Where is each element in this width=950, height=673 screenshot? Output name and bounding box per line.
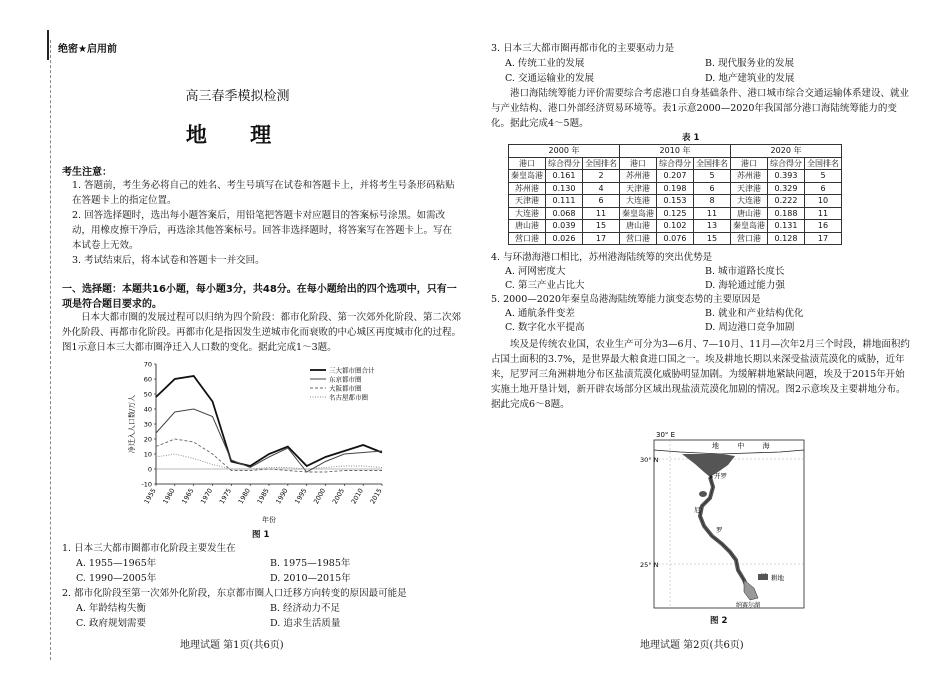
table-row — [509, 232, 842, 245]
q2-option-d[interactable]: D. 追求生活质量 — [270, 618, 341, 629]
q3-option-b[interactable]: B. 现代服务业的发展 — [705, 58, 795, 69]
nile-label-1: 尼 — [694, 506, 701, 514]
q2-option-c[interactable]: C. 政府规划需要 — [76, 618, 146, 629]
year-2020: 2020 年 — [731, 145, 842, 158]
lat-25-label: 25° N — [640, 561, 659, 569]
table-cell: 0.188 — [768, 207, 805, 220]
year-2010: 2010 年 — [620, 145, 731, 158]
table-cell: 11 — [694, 207, 731, 220]
col-rank: 全国排名 — [583, 157, 620, 170]
x-tick-label: 1985 — [255, 487, 271, 506]
question-1-stem: 1. 日本三大都市圈都市化阶段主要发生在 — [62, 543, 236, 554]
table-cell: 10 — [805, 195, 842, 208]
table-row — [509, 195, 842, 208]
figure-1-caption: 图 1 — [252, 530, 270, 540]
secret-label: 绝密★启用前 — [58, 44, 117, 55]
q1-option-a[interactable]: A. 1955—1965年 — [76, 558, 157, 569]
section-title: 一、选择题：本题共16小题，每小题3分，共48分。在每小题给出的四个选项中，只有一项是符合题目要求的。 — [62, 284, 457, 310]
x-tick-label: 1965 — [180, 487, 196, 506]
table-cell: 13 — [694, 220, 731, 233]
y-tick-label: 50 — [143, 390, 152, 399]
q3-option-a[interactable]: A. 传统工业的发展 — [505, 58, 585, 69]
x-tick-label: 1955 — [142, 487, 158, 506]
table-cell: 11 — [583, 207, 620, 220]
passage-2: 港口海陆统筹能力评价需要综合考虑港口自身基础条件、港口城市综合交通运输体系建设、就业与产业结构、港口外部经济贸易环境等。表1示意2000—2020年我国部分港口海陆统筹能力的变化。据此完成4～5题。 — [491, 88, 910, 129]
legend-label-1: 东京都市圈 — [329, 375, 362, 384]
question-4-stem: 4. 与环渤海港口相比，苏州港海陆统筹的突出优势是 — [491, 252, 713, 263]
y-axis-label: 净迁入人口数/万人 — [128, 394, 136, 454]
table-cell: 0.153 — [657, 195, 694, 208]
table-cell: 唐山港 — [509, 220, 546, 233]
y-tick-label: 70 — [143, 360, 152, 369]
col-port: 港口 — [731, 157, 768, 170]
table-cell: 15 — [694, 232, 731, 245]
col-rank: 全国排名 — [694, 157, 731, 170]
col-score: 综合得分 — [657, 157, 694, 170]
table-cell: 营口港 — [731, 232, 768, 245]
legend-label-2: 大阪都市圈 — [329, 384, 362, 393]
table-cell: 6 — [583, 195, 620, 208]
exam-title: 高三春季模拟检测 — [185, 89, 290, 104]
passage-1: 日本大都市圈的发展过程可以归纳为四个阶段：都市化阶段、第一次郊外化阶段、第二次郊外化阶段、再都市化阶段。再都市化是指因发生逆城市化而衰败的中心城区再度城市化的过程。图1示意日本三大都市圈净迁入人口数的变化。据此完成1～3题。 — [62, 312, 462, 353]
table-cell: 17 — [583, 232, 620, 245]
table-cell: 0.076 — [657, 232, 694, 245]
table-row — [509, 220, 842, 233]
table-cell: 5 — [805, 170, 842, 183]
q4-option-c[interactable]: C. 第三产业占比大 — [505, 280, 585, 291]
cairo-marker — [709, 475, 712, 478]
legend-label-0: 三大都市圈合计 — [329, 366, 375, 375]
table-1 — [508, 144, 842, 245]
table-cell: 秦皇岛港 — [731, 220, 768, 233]
binding-mark — [47, 30, 49, 60]
table-cell: 营口港 — [509, 232, 546, 245]
table-cell: 6 — [805, 182, 842, 195]
col-port: 港口 — [509, 157, 546, 170]
subject-title: 地 理 — [185, 123, 290, 147]
table-cell: 大连港 — [620, 195, 657, 208]
x-tick-label: 1995 — [293, 487, 309, 506]
q2-option-a[interactable]: A. 年龄结构失衡 — [76, 603, 146, 614]
notice-title: 考生注意： — [62, 167, 112, 178]
q4-option-a[interactable]: A. 河网密度大 — [505, 266, 566, 277]
table-cell: 16 — [805, 220, 842, 233]
table-cell: 2 — [583, 170, 620, 183]
table-cell: 苏州港 — [509, 182, 546, 195]
table-cell: 苏州港 — [731, 170, 768, 183]
table-cell: 苏州港 — [620, 170, 657, 183]
table-cell: 0.198 — [657, 182, 694, 195]
table-cell: 秦皇岛港 — [509, 170, 546, 183]
q4-option-b[interactable]: B. 城市道路长度长 — [705, 266, 785, 277]
table-cell: 大连港 — [731, 195, 768, 208]
col-score: 综合得分 — [546, 157, 583, 170]
table-row — [509, 182, 842, 195]
table-cell: 0.222 — [768, 195, 805, 208]
table-header-row — [509, 157, 842, 170]
lon-label: 30° E — [656, 432, 676, 439]
y-tick-label: 40 — [143, 405, 152, 414]
series-line-3 — [156, 454, 382, 469]
q3-option-d[interactable]: D. 地产建筑业的发展 — [705, 73, 795, 84]
q5-option-d[interactable]: D. 周边港口竞争加剧 — [705, 322, 795, 333]
table-cell: 唐山港 — [620, 220, 657, 233]
table-cell: 0.128 — [768, 232, 805, 245]
year-2000: 2000 年 — [509, 145, 620, 158]
table-cell: 0.130 — [546, 182, 583, 195]
lat-30-label: 30° N — [640, 456, 659, 464]
q1-option-c[interactable]: C. 1990—2005年 — [76, 573, 157, 584]
footer-left: 地理试题 第1页(共6页) — [180, 640, 284, 651]
table-cell: 8 — [694, 195, 731, 208]
table-cell: 天津港 — [509, 195, 546, 208]
table-cell: 0.131 — [768, 220, 805, 233]
x-tick-label: 2005 — [330, 487, 347, 506]
x-axis-label: 年份 — [262, 516, 276, 524]
q3-option-c[interactable]: C. 交通运输业的发展 — [505, 73, 594, 84]
table-cell: 营口港 — [620, 232, 657, 245]
x-tick-label: 2000 — [312, 487, 328, 506]
table-cell: 15 — [583, 220, 620, 233]
y-tick-label: 60 — [143, 375, 152, 384]
notice-item-2: 2. 回答选择题时，选出每小题答案后，用铅笔把答题卡对应题目的答案标号涂黑。如需改动，用橡皮擦干净后，再选涂其他答案标号。回答非选择题时，将答案写在答题卡上。写在本试卷上无效。 — [72, 210, 453, 251]
table-cell: 0.068 — [546, 207, 583, 220]
table-cell: 0.329 — [768, 182, 805, 195]
table-cell: 11 — [805, 207, 842, 220]
q5-option-a[interactable]: A. 通航条件变差 — [505, 308, 575, 319]
table-cell: 17 — [805, 232, 842, 245]
table-cell: 0.207 — [657, 170, 694, 183]
table-cell: 秦皇岛港 — [620, 207, 657, 220]
legend-swatch — [758, 574, 768, 580]
q5-option-b[interactable]: B. 就业和产业结构优化 — [705, 308, 804, 319]
table-cell: 0.161 — [546, 170, 583, 183]
table-cell: 0.111 — [546, 195, 583, 208]
table-cell: 唐山港 — [731, 207, 768, 220]
x-tick-label: 2015 — [368, 487, 384, 506]
q5-option-c[interactable]: C. 数字化水平提高 — [505, 322, 585, 333]
col-rank: 全国排名 — [805, 157, 842, 170]
q4-option-d[interactable]: D. 海轮通过能力强 — [705, 280, 785, 291]
table-row — [509, 170, 842, 183]
series-line-1 — [156, 409, 382, 472]
y-tick-label: -10 — [141, 480, 152, 489]
y-tick-label: 30 — [143, 420, 152, 429]
table-cell: 天津港 — [731, 182, 768, 195]
table-cell: 0.039 — [546, 220, 583, 233]
x-tick-label: 2010 — [349, 487, 365, 506]
table-cell: 大连港 — [509, 207, 546, 220]
q1-option-d[interactable]: D. 2010—2015年 — [270, 573, 351, 584]
question-3-stem: 3. 日本三大都市圈再都市化的主要驱动力是 — [491, 43, 675, 54]
y-tick-label: 20 — [143, 435, 152, 444]
notice-item-3: 3. 考试结束后，将本试卷和答题卡一并交回。 — [72, 255, 265, 266]
fayoum-farmland — [699, 491, 707, 497]
table-1-caption: 表 1 — [682, 133, 700, 143]
col-score: 综合得分 — [768, 157, 805, 170]
y-tick-label: 10 — [143, 450, 152, 459]
table-cell: 4 — [583, 182, 620, 195]
table-cell: 5 — [694, 170, 731, 183]
table-cell: 天津港 — [620, 182, 657, 195]
notice-item-1: 1. 答题前，考生务必将自己的姓名、考生号填写在试卷和答题卡上，并将考生号条形码粘贴在答题卡上的指定位置。 — [72, 180, 455, 206]
table-cell: 0.393 — [768, 170, 805, 183]
x-tick-label: 1980 — [236, 487, 252, 506]
x-tick-label: 1960 — [161, 487, 177, 506]
table-cell: 0.026 — [546, 232, 583, 245]
series-line-2 — [156, 439, 382, 472]
x-tick-label: 1975 — [217, 487, 234, 506]
q1-option-b[interactable]: B. 1975—1985年 — [270, 558, 351, 569]
table-row — [509, 207, 842, 220]
nile-label-2: 罗 — [716, 526, 723, 534]
x-tick-label: 1970 — [199, 487, 215, 506]
question-5-stem: 5. 2000—2020年秦皇岛港海陆统筹能力演变态势的主要原因是 — [491, 294, 761, 305]
sea-label: 地 中 海 — [712, 442, 778, 450]
table-cell: 0.102 — [657, 220, 694, 233]
lake-label: 纳赛尔湖 — [736, 602, 761, 609]
legend-label-3: 名古屋都市圈 — [329, 393, 368, 402]
legend-label: 耕地 — [771, 574, 784, 582]
table-year-row — [509, 145, 842, 158]
question-2-stem: 2. 都市化阶段至第一次郊外化阶段，东京都市圈人口迁移方向转变的原因最可能是 — [62, 588, 407, 599]
table-cell: 6 — [694, 182, 731, 195]
q2-option-b[interactable]: B. 经济动力不足 — [270, 603, 341, 614]
footer-right: 地理试题 第2页(共6页) — [640, 640, 744, 651]
figure-2-caption: 图 2 — [710, 616, 728, 626]
cairo-label: 开罗 — [714, 472, 727, 480]
figure-1-chart — [120, 356, 400, 526]
col-port: 港口 — [620, 157, 657, 170]
y-tick-label: 0 — [147, 465, 152, 474]
table-cell: 0.125 — [657, 207, 694, 220]
x-tick-label: 1990 — [274, 487, 290, 506]
passage-3: 埃及是传统农业国，农业生产可分为3—6月、7—10月、11月—次年2月三个时段，耕地面积约占国土面积的3.7%，是世界最大粮食进口国之一。埃及耕地长期以来深受盐渍荒漠化的威胁，近年来，尼罗河三角洲耕地分布区盐渍荒漠化威胁明显加剧。为缓解耕地紧缺问题，埃及于2015年开始实施土地开垦计划，新开辟农场部分区域出现盐渍荒漠化加剧的情况。图2示意埃及主要耕地分布。据此完成6～8题。 — [491, 339, 910, 410]
figure-2-map — [640, 432, 810, 612]
